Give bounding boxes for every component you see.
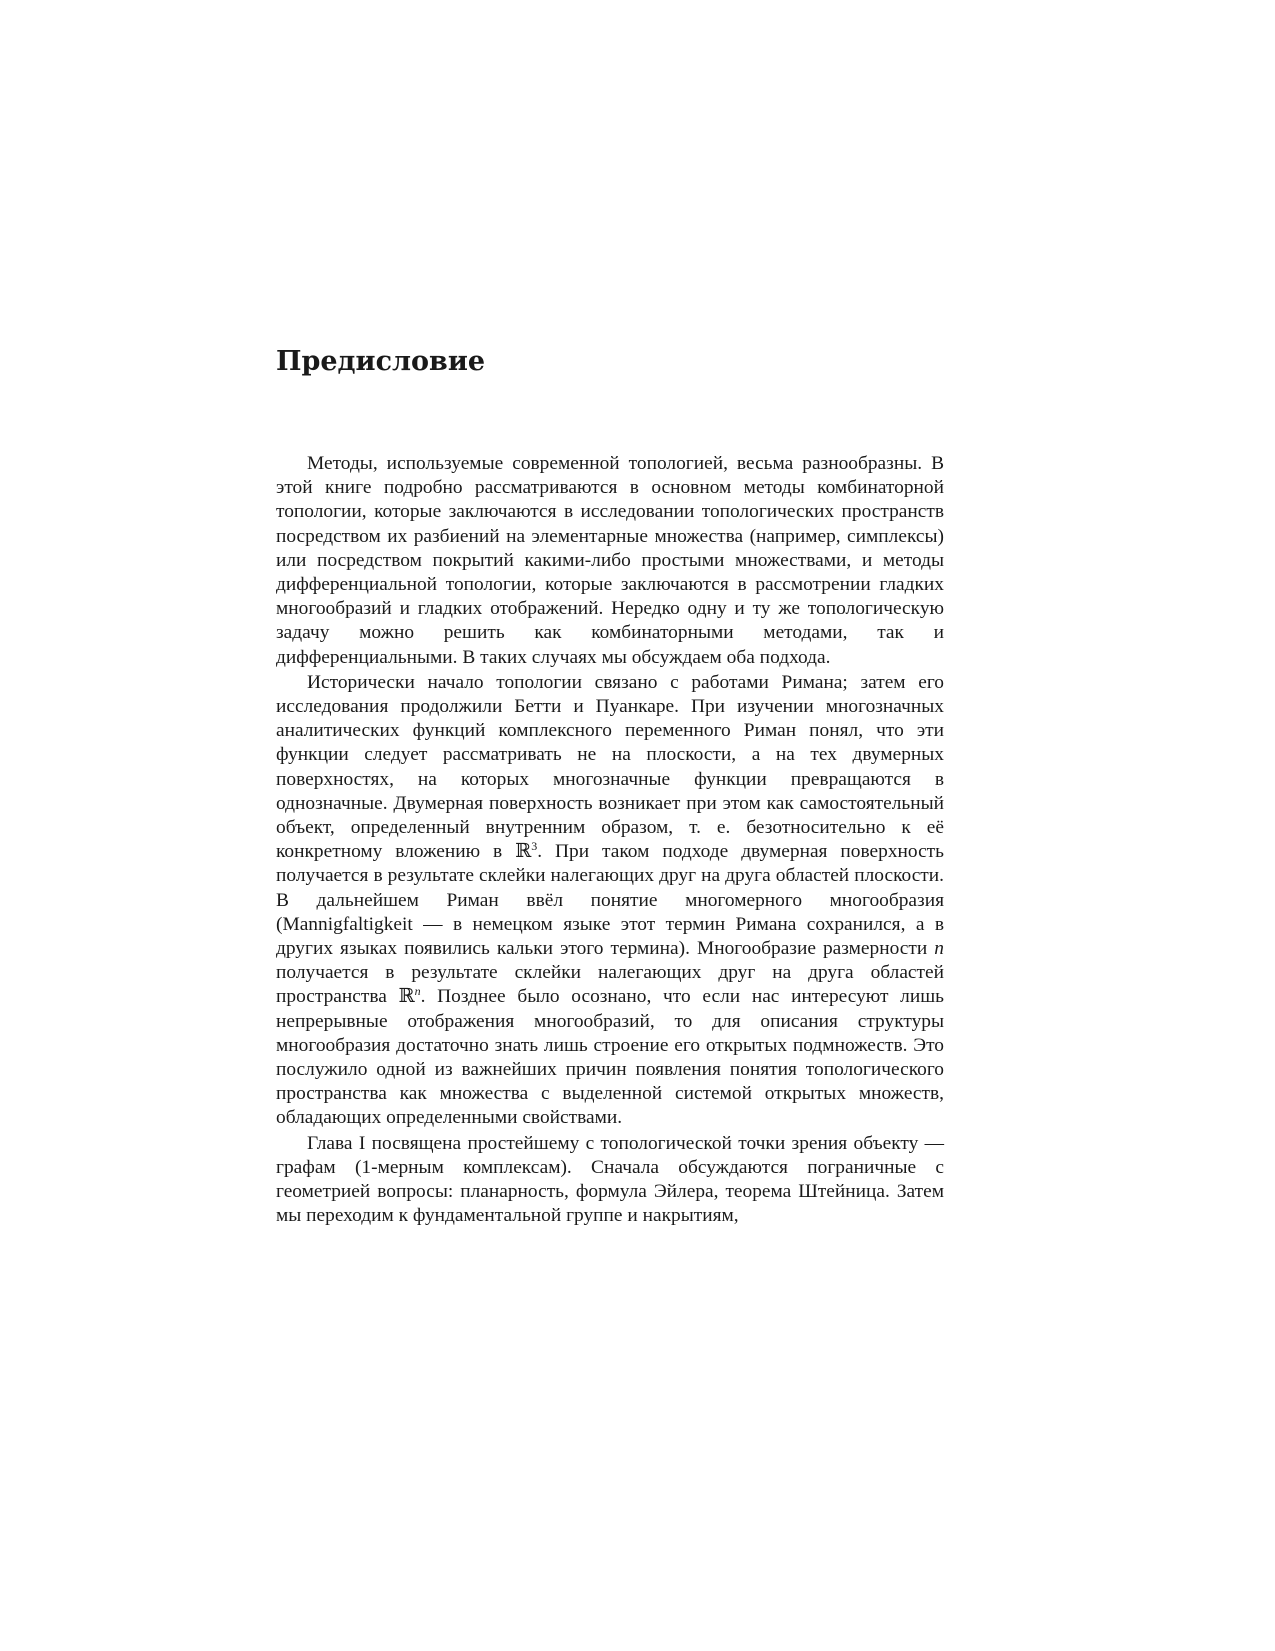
paragraph-3: Глава I посвящена простейшему с топологической точки зрения объекту — графам (1-мерным комплексам). Сначала обсуждаются пограничные с геометрией вопросы: планарность, формула Эйлера, теорема Штейница. Затем мы переходим к фундаментальной группе и накрытиям, [276, 1132, 944, 1227]
superscript-n: n [414, 984, 421, 999]
paragraph-2-part-4: . Позднее было осознано, что если нас интересуют лишь непрерывные отображения многообразий, то для описания структуры многообразия достаточно знать лишь строение его открытых подмножеств. Это послужило одной из важнейших причин появления понятия топологического пространства как множества с выделенной системой открытых множеств, обладающих определенными свойствами. [276, 986, 944, 1129]
paragraph-2-part-1: Исторически начало топологии связано с работами Римана; затем его исследования продолжили Бетти и Пуанкаре. При изучении многозначных аналитических функций комплексного переменного Риман понял, что эти функции следует рассматривать не на плоскости, а на тех двумерных поверхностях, на которых многозначные функции превращаются в однозначные. Двумерная поверхность возникает при этом как самостоятельный объект, определенный внутренним образом, т. е. безотносительно к её конкретному вложению в ℝ [276, 671, 944, 863]
paragraph-2 [276, 671, 944, 1131]
preface-body [276, 452, 944, 1229]
paragraph-1: Методы, используемые современной топологией, весьма разнообразны. В этой книге подробно рассматриваются в основном методы комбинаторной топологии, которые заключаются в исследовании топологических пространств посредством их разбиений на элементарные множества (например, симплексы) или посредством покрытий какими-либо простыми множествами, и методы дифференциальной топологии, которые заключаются в рассмотрении гладких многообразий и гладких отображений. Нередко одну и ту же топологическую задачу можно решить как комбинаторными методами, так и дифференциальными. В таких случаях мы обсуждаем оба подхода. [276, 453, 944, 668]
superscript-3: 3 [531, 839, 538, 854]
paragraph-2-part-2: . При таком подходе двумерная поверхность получается в результате склейки налегающих друг на друга областей плоскости. В дальнейшем Риман ввёл понятие многомерного многообразия (Mannigfaltigkeit — в немецком языке этот термин Римана сохранился, а в других языках появились кальки этого термина). Многообразие размерности [276, 841, 944, 960]
variable-n: n [934, 938, 944, 960]
paragraph-2-part-3: получается в результате склейки налегающих друг на друга областей пространства ℝ [276, 962, 944, 1008]
page-title: Предисловие [276, 346, 486, 377]
